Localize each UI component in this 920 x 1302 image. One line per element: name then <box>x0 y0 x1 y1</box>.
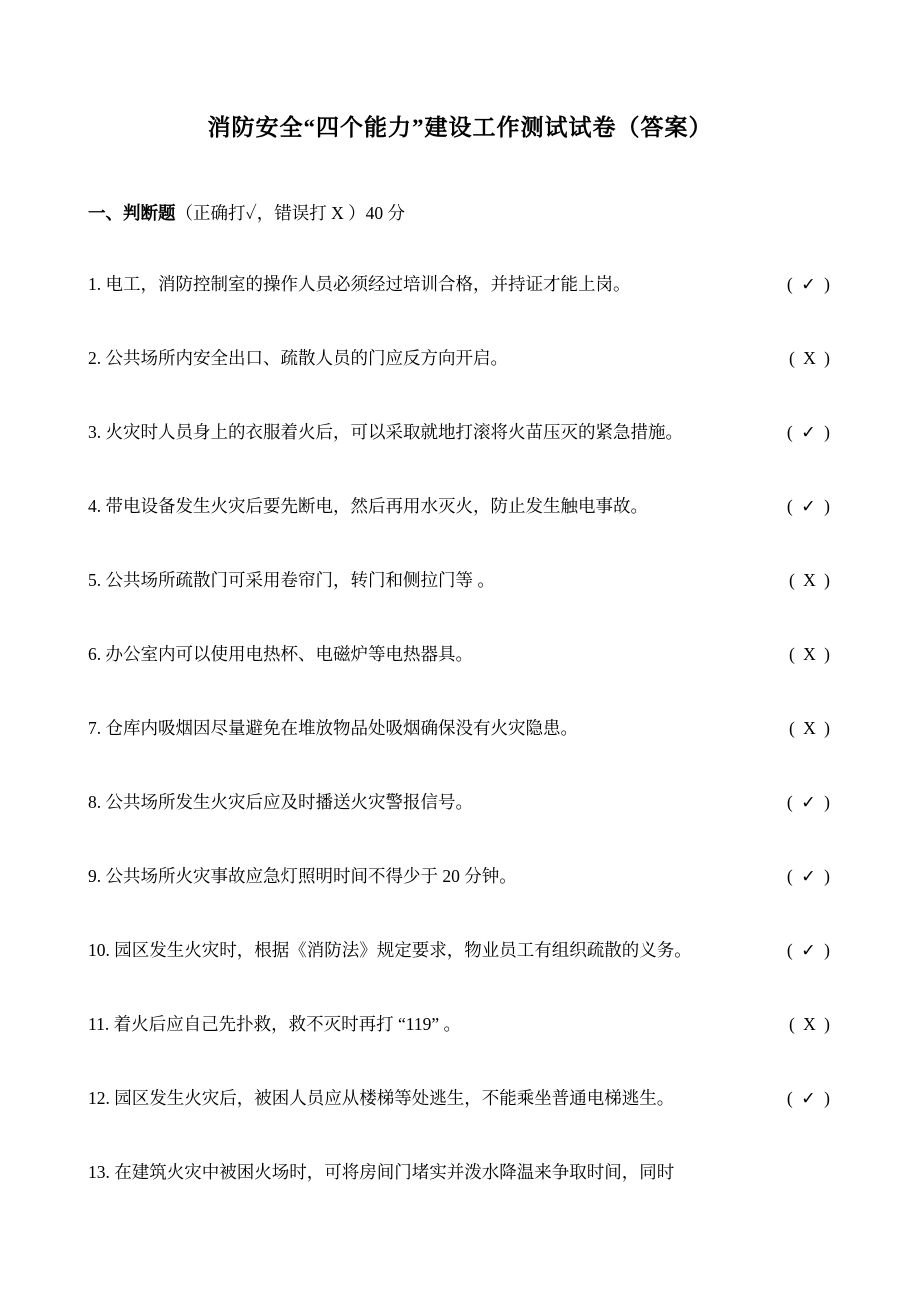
question-row <box>88 938 832 963</box>
answer-mark: ( ✓ ) <box>786 496 832 516</box>
answer-mark: ( ✓ ) <box>786 1088 832 1108</box>
question-text: 2. 公共场所内安全出口、疏散人员的门应反方向开启。 <box>88 348 508 368</box>
answer-mark: ( ✓ ) <box>786 792 832 812</box>
question-row <box>88 716 832 741</box>
answer-mark: ( X ) <box>788 644 832 664</box>
question-row <box>88 1012 832 1037</box>
question-text: 6. 办公室内可以使用电热杯、电磁炉等电热器具。 <box>88 644 473 664</box>
question-row <box>88 346 832 371</box>
answer-mark: ( X ) <box>788 348 832 368</box>
question-text: 13. 在建筑火灾中被困火场时，可将房间门堵实并泼水降温来争取时间，同时 <box>88 1162 675 1182</box>
question-text: 1. 电工，消防控制室的操作人员必须经过培训合格，并持证才能上岗。 <box>88 274 631 294</box>
question-text: 4. 带电设备发生火灾后要先断电，然后再用水灭火，防止发生触电事故。 <box>88 496 648 516</box>
question-row <box>88 1086 832 1111</box>
question-row <box>88 568 832 593</box>
answer-mark: ( X ) <box>788 570 832 590</box>
question-row <box>88 1160 832 1185</box>
question-list <box>88 272 832 1185</box>
answer-mark: ( X ) <box>788 1014 832 1034</box>
question-text: 9. 公共场所火灾事故应急灯照明时间不得少于 20 分钟。 <box>88 866 517 886</box>
question-text: 3. 火灾时人员身上的衣服着火后，可以采取就地打滚将火苗压灭的紧急措施。 <box>88 422 683 442</box>
document-title: 消防安全“四个能力”建设工作测试试卷（答案） <box>207 115 713 140</box>
question-row <box>88 790 832 815</box>
section-heading <box>88 200 832 226</box>
answer-mark: ( ✓ ) <box>786 866 832 886</box>
question-text: 10. 园区发生火灾时，根据《消防法》规定要求，物业员工有组织疏散的义务。 <box>88 940 692 960</box>
section-instructions: （正确打✓，错误打 X ）40 分 <box>175 203 406 223</box>
section-label: 一、判断题 <box>88 203 176 223</box>
question-text: 7. 仓库内吸烟因尽量避免在堆放物品处吸烟确保没有火灾隐患。 <box>88 718 578 738</box>
answer-mark: ( ✓ ) <box>786 940 832 960</box>
question-text: 12. 园区发生火灾后，被困人员应从楼梯等处逃生，不能乘坐普通电梯逃生。 <box>88 1088 675 1108</box>
question-row <box>88 642 832 667</box>
answer-mark: ( X ) <box>788 718 832 738</box>
question-row <box>88 494 832 519</box>
question-text: 5. 公共场所疏散门可采用卷帘门，转门和侧拉门等 。 <box>88 570 495 590</box>
question-row <box>88 272 832 297</box>
question-row <box>88 420 832 445</box>
question-text: 8. 公共场所发生火灾后应及时播送火灾警报信号。 <box>88 792 473 812</box>
answer-mark: ( ✓ ) <box>786 422 832 442</box>
answer-mark: ( ✓ ) <box>786 274 832 294</box>
question-text: 11. 着火后应自己先扑救，救不灭时再打 “119” 。 <box>88 1014 461 1034</box>
question-row <box>88 864 832 889</box>
